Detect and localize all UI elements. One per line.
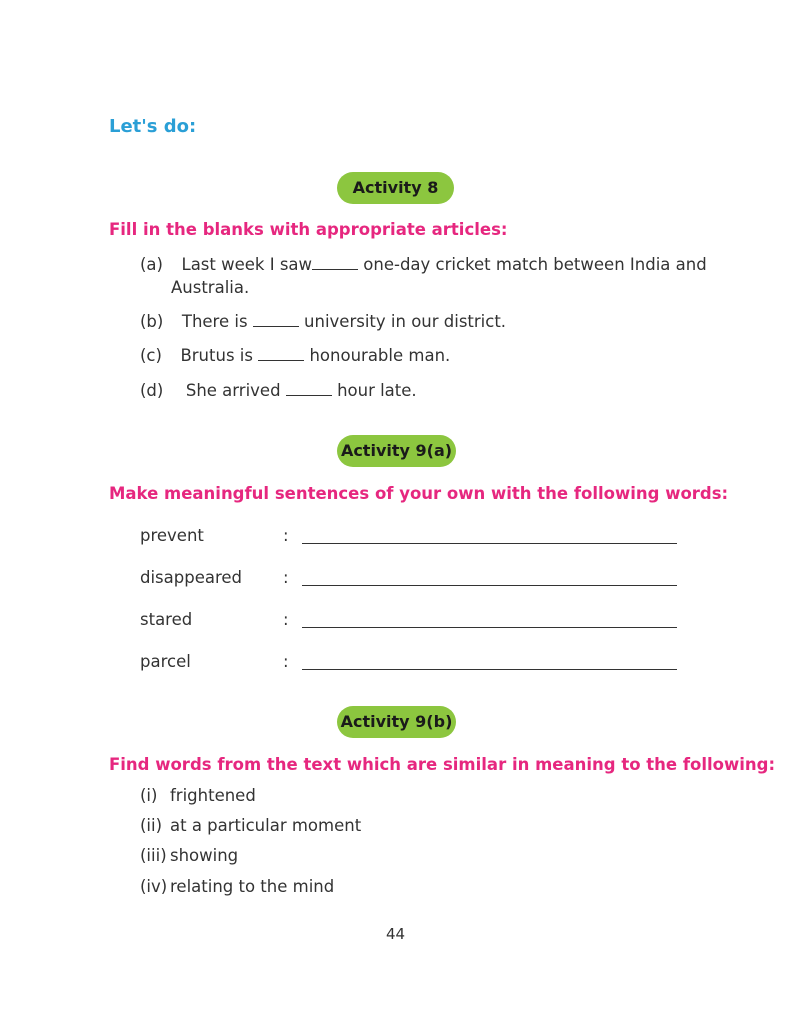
item-marker: (b) [140,312,164,331]
answer-line[interactable] [302,627,677,628]
separator: : [283,652,289,671]
item-text-after: honourable man. [309,346,451,365]
vocab-word: disappeared [140,568,243,587]
item-text-after: one-day cricket match between India and [363,255,707,274]
item-marker: (ii) [140,816,163,835]
list-item [140,846,238,865]
item-text-before: Last week I saw [181,255,313,274]
answer-line[interactable] [302,543,677,544]
item-text: frightened [170,786,256,805]
section-title: Let's do: [109,116,197,137]
answer-blank[interactable] [258,346,304,361]
item-marker: (a) [140,255,163,274]
answer-line[interactable] [302,669,677,670]
list-item [140,346,450,365]
activity-9a-badge: Activity 9(a) [337,435,456,467]
vocab-word: stared [140,610,193,629]
answer-blank[interactable] [312,255,358,270]
vocab-word: parcel [140,652,191,671]
item-text-after: hour late. [337,381,417,400]
answer-blank[interactable] [286,381,332,396]
item-text-before: There is [181,312,248,331]
activity-8-badge: Activity 8 [337,172,454,204]
list-item [140,312,506,331]
item-marker: (iv) [140,877,168,896]
answer-blank[interactable] [253,312,299,327]
list-item [140,786,256,805]
list-item [140,816,361,835]
item-text: relating to the mind [170,877,335,896]
item-continuation: Australia. [171,278,250,297]
separator: : [283,526,289,545]
vocab-word: prevent [140,526,204,545]
item-marker: (iii) [140,846,167,865]
list-item [140,381,417,400]
activity-8-instruction: Fill in the blanks with appropriate articles: [109,220,508,239]
item-marker: (d) [140,381,164,400]
activity-9b-instruction: Find words from the text which are similar in meaning to the following: [109,755,776,774]
item-marker: (i) [140,786,158,805]
separator: : [283,568,289,587]
item-text: showing [170,846,239,865]
activity-9b-badge: Activity 9(b) [337,706,456,738]
activity-9a-instruction: Make meaningful sentences of your own with the following words: [109,484,729,503]
item-text-after: university in our district. [304,312,507,331]
item-text-before: Brutus is [180,346,253,365]
separator: : [283,610,289,629]
answer-line[interactable] [302,585,677,586]
list-item [140,255,707,274]
page-number: 44 [385,925,406,943]
list-item [140,877,334,896]
item-text-before: She arrived [185,381,281,400]
item-marker: (c) [140,346,162,365]
item-text: at a particular moment [170,816,362,835]
